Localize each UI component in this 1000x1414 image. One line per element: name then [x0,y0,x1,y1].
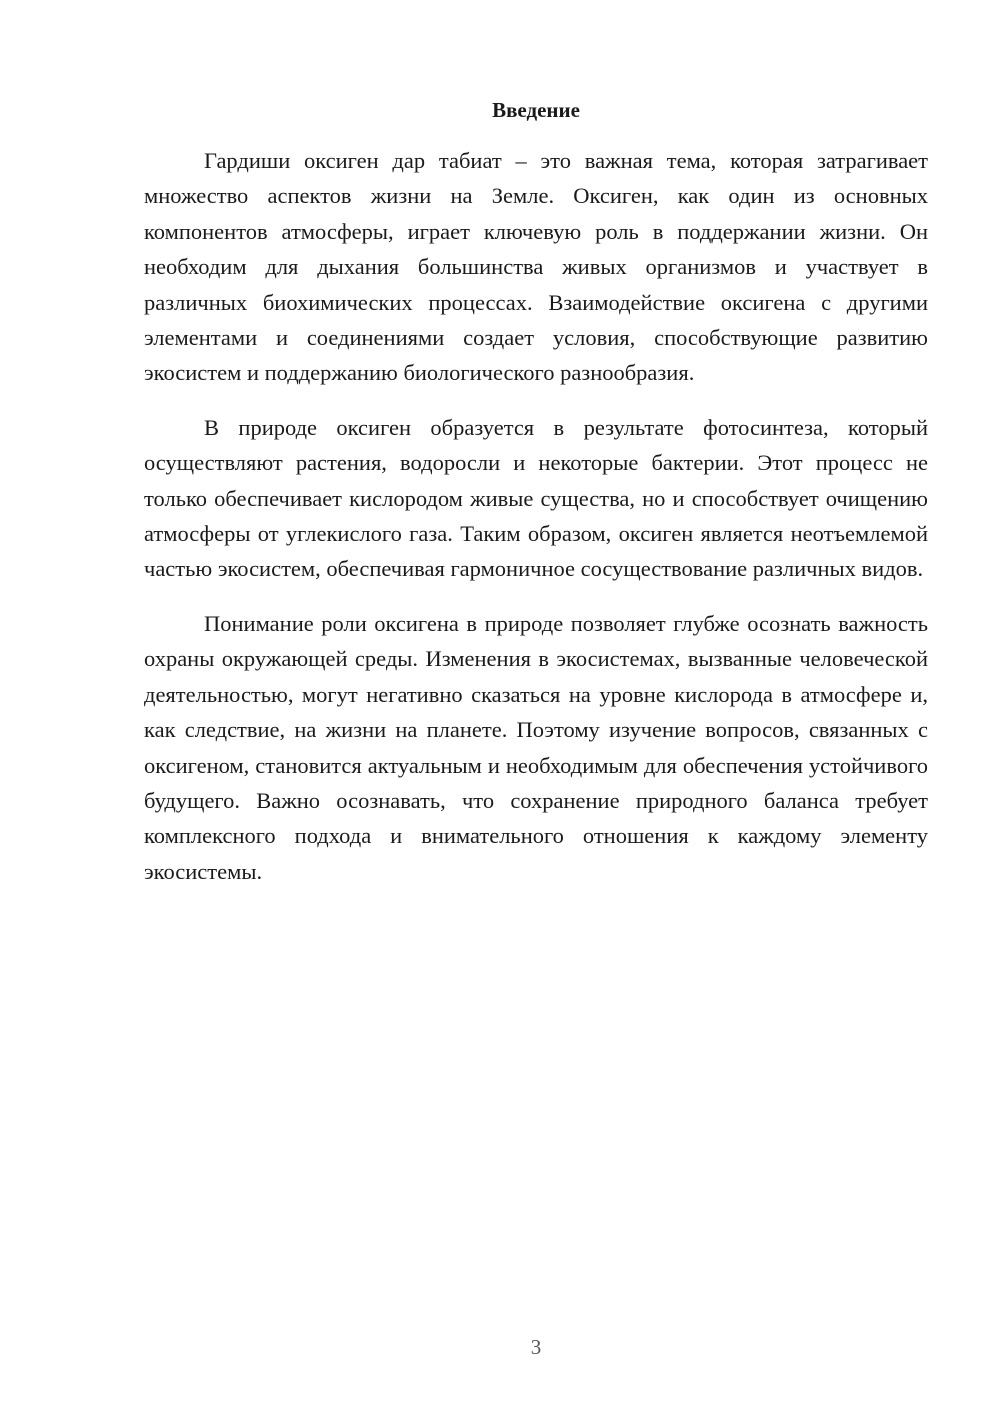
paragraph-3: Понимание роли оксигена в природе позволяет глубже осознать важность охраны окружающей среды. Изменения в экосистемах, вызванные человеческой деятельностью, могут негативно сказаться на уровне кислорода в атмосфере и, как следствие, на жизни на планете. Поэтому изучение вопросов, связанных с оксигеном, становится актуальным и необходимым для обеспечения устойчивого будущего. Важно осознавать, что сохранение природного баланса требует комплексного подхода и внимательного отношения к каждому элементу экосистемы. [144,610,928,884]
paragraph-2: В природе оксиген образуется в результате фотосинтеза, который осуществляют растения, водоросли и некоторые бактерии. Этот процесс не только обеспечивает кислородом живые существа, но и способствует очищению атмосферы от углекислого газа. Таким образом, оксиген является неотъемлемой частью экосистем, обеспечивая гармоничное сосуществование различных видов. [144,414,928,582]
page-number: 3 [530,1335,542,1359]
paragraph-1: Гардиши оксиген дар табиат – это важная тема, которая затрагивает множество аспектов жизни на Земле. Оксиген, как один из основных компонентов атмосферы, играет ключевую роль в поддержании жизни. Он необходим для дыхания большинства живых организмов и участвует в различных биохимических процессах. Взаимодействие оксигена с другими элементами и соединениями создает условия, способствующие развитию экосистем и поддержанию биологического разнообразия. [144,148,928,386]
document-body [144,143,928,889]
section-heading: Введение [492,98,580,122]
